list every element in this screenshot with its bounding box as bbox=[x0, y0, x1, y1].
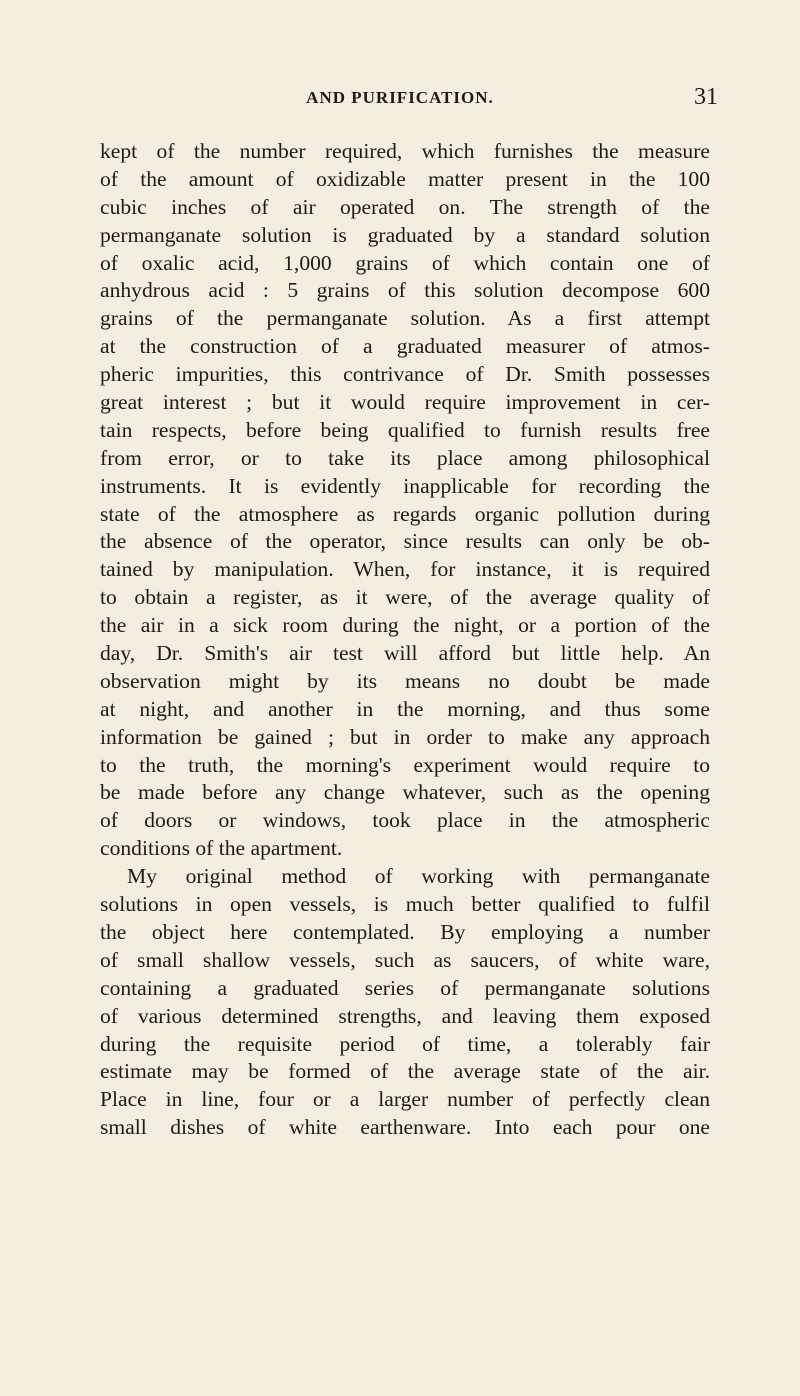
text-line: at night, and another in the morning, and thus some bbox=[100, 696, 710, 721]
text-line: pheric impurities, this contrivance of Dr. Smith possesses bbox=[100, 362, 710, 387]
text-line: grains of the permanganate solution. As a first attempt bbox=[100, 306, 710, 331]
text-line: during the requisite period of time, a tolerably fair bbox=[100, 1031, 710, 1056]
text-line: at the construction of a graduated measurer of atmos- bbox=[100, 334, 710, 359]
text-line: tain respects, before being qualified to furnish results free bbox=[100, 417, 710, 442]
text-line: information be gained ; but in order to make any approach bbox=[100, 724, 710, 749]
text-line: the air in a sick room during the night, or a portion of the bbox=[100, 613, 710, 638]
text-line-paragraph-end: conditions of the apartment. bbox=[100, 836, 343, 861]
page-number: 31 bbox=[694, 84, 718, 110]
text-line-paragraph-start: My original method of working with permanganate bbox=[127, 864, 710, 889]
text-line: permanganate solution is graduated by a standard solution bbox=[100, 222, 710, 247]
text-line: of doors or windows, took place in the atmospheric bbox=[100, 808, 710, 833]
text-line: of the amount of oxidizable matter present in the 100 bbox=[100, 166, 710, 191]
running-head: AND PURIFICATION. bbox=[306, 88, 494, 107]
text-line: of oxalic acid, 1,000 grains of which contain one of bbox=[100, 250, 710, 275]
text-line: tained by manipulation. When, for instance, it is required bbox=[100, 557, 710, 582]
text-line: instruments. It is evidently inapplicable for recording the bbox=[100, 473, 710, 498]
text-line: estimate may be formed of the average state of the air. bbox=[100, 1059, 710, 1084]
text-line: solutions in open vessels, is much better qualified to fulfil bbox=[100, 892, 710, 917]
text-line: the absence of the operator, since results can only be ob- bbox=[100, 529, 710, 554]
text-line: of small shallow vessels, such as saucers, of white ware, bbox=[100, 947, 710, 972]
text-line: from error, or to take its place among philosophical bbox=[100, 445, 710, 470]
text-line: to obtain a register, as it were, of the average quality of bbox=[100, 585, 710, 610]
text-line: great interest ; but it would require improvement in cer- bbox=[100, 390, 710, 415]
text-line: Place in line, four or a larger number of perfectly clean bbox=[100, 1087, 710, 1112]
text-line: of various determined strengths, and leaving them exposed bbox=[100, 1003, 710, 1028]
text-line: state of the atmosphere as regards organic pollution during bbox=[100, 501, 710, 526]
text-line: anhydrous acid : 5 grains of this solution decompose 600 bbox=[100, 278, 710, 303]
text-line: cubic inches of air operated on. The strength of the bbox=[100, 194, 710, 219]
text-line: observation might by its means no doubt be made bbox=[100, 668, 710, 693]
text-line: containing a graduated series of permanganate solutions bbox=[100, 975, 710, 1000]
text-line: day, Dr. Smith's air test will afford but little help. An bbox=[100, 641, 710, 666]
body-text bbox=[100, 138, 710, 1142]
text-line: the object here contemplated. By employing a number bbox=[100, 919, 710, 944]
text-line: kept of the number required, which furnishes the measure bbox=[100, 139, 710, 163]
text-line: small dishes of white earthenware. Into each pour one bbox=[100, 1115, 710, 1140]
text-line: to the truth, the morning's experiment would require to bbox=[100, 752, 710, 777]
text-line: be made before any change whatever, such as the opening bbox=[100, 780, 710, 805]
